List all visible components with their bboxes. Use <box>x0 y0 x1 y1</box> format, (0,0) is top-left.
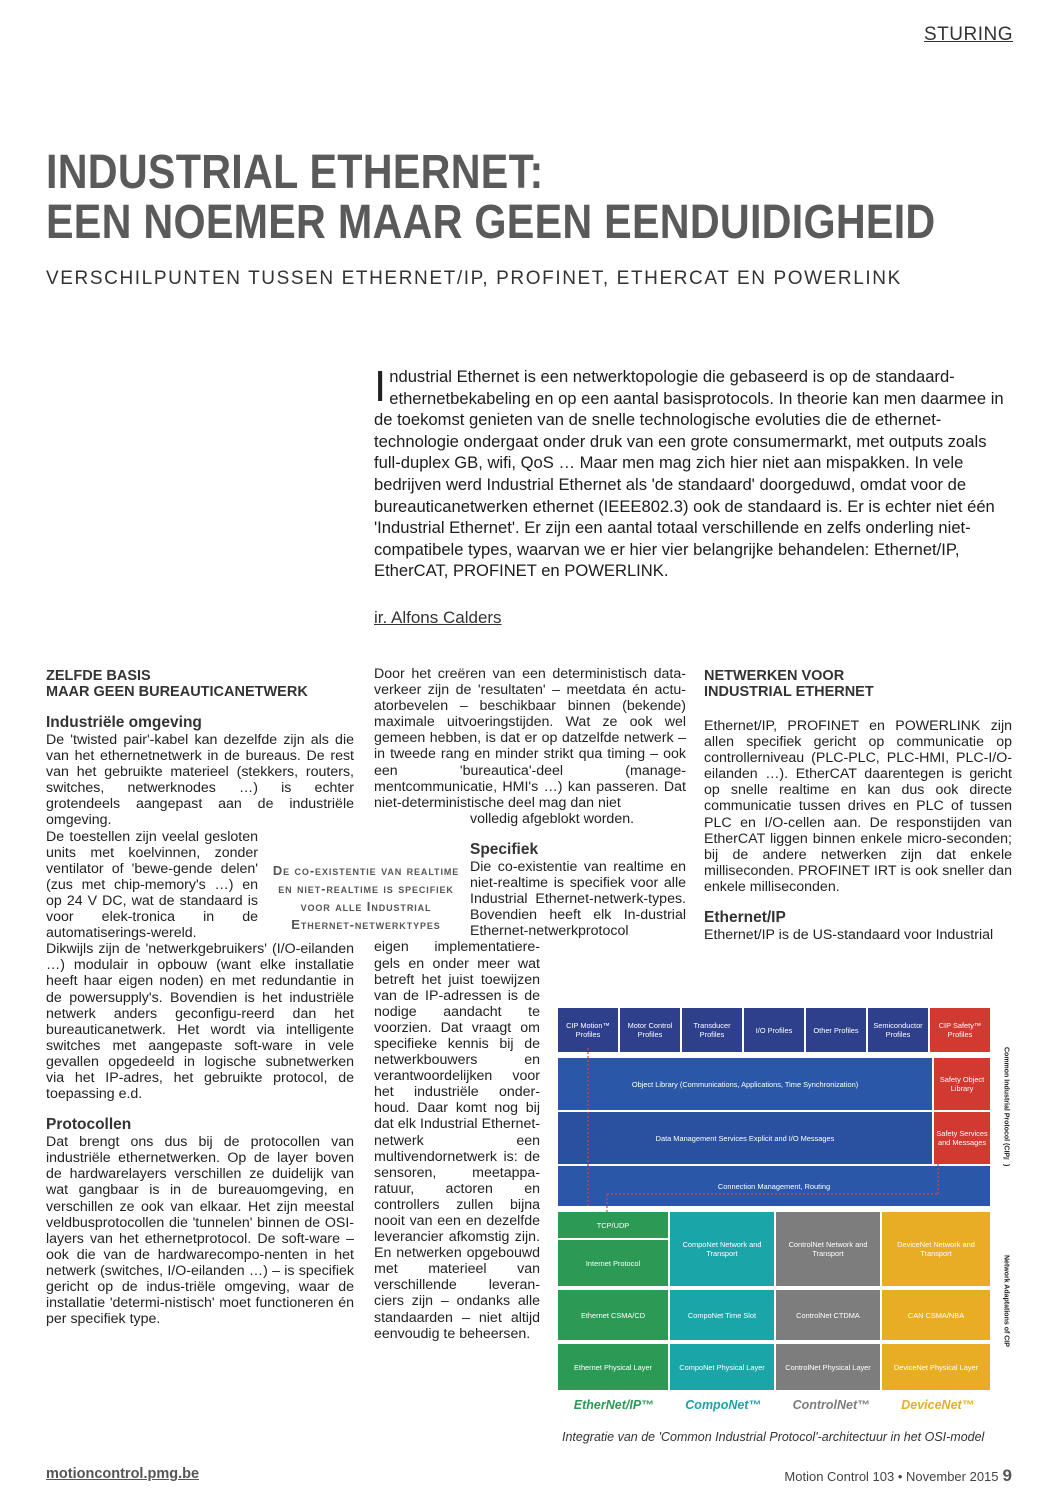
section-heading-2 <box>704 668 1012 700</box>
controlnet-logo: ControlNet™ <box>792 1398 870 1412</box>
profile-box: Other Profiles <box>806 1008 866 1052</box>
ethernet-cell: Internet Protocol <box>558 1240 668 1286</box>
subheading-ethernet-ip: Ethernet/IP <box>704 909 786 927</box>
footer-issue <box>784 1466 1012 1486</box>
ethernet-cell: TCP/UDP <box>558 1212 668 1238</box>
safety-path-lines <box>552 1008 992 1218</box>
devicenet-cell: CAN CSMA/NBA <box>882 1290 990 1340</box>
safety-object-library: Safety Object Library <box>934 1058 990 1110</box>
profile-box: Transducer Profiles <box>682 1008 742 1052</box>
pull-quote: De co-existentie van realtime en niet-realtime is specifiek voor alle Industrial Ethernet-netwerktypes <box>272 863 460 932</box>
paragraph: Dikwijls zijn de 'netwerkgebruikers' (I/O-eilanden …) modulair in opbouw (want elke installatie heeft haar eigen noden) en met redundantie in de powersupply's. Bovendien is het industriële netwerk anders geconfigu-reerd dan het bureauticanetwerk. Het wordt via intelligente switches met aangepaste soft-ware in vele gevallen opgedeeld in logische subnetwerken via het IP-adres, het gebruikte protocol, de toepassing e.d. <box>46 941 354 1103</box>
author-byline[interactable]: ir. Alfons Calders <box>374 608 502 627</box>
safety-services: Safety Services and Messages <box>934 1112 990 1164</box>
drop-cap: I <box>374 362 387 411</box>
article-intro <box>374 362 1014 582</box>
profile-box-safety: CIP Safety™ Profiles <box>930 1008 990 1052</box>
title-line-1: INDUSTRIAL ETHERNET: <box>46 146 544 199</box>
profile-box: Semiconductor Profiles <box>868 1008 928 1052</box>
profile-box: I/O Profiles <box>744 1008 804 1052</box>
controlnet-cell: ControlNet Physical Layer <box>776 1344 880 1390</box>
paragraph: volledig afgeblokt worden. <box>470 810 635 827</box>
paragraph: Ethernet/IP is de US-standaard voor Industrial <box>704 927 994 944</box>
section-tag: STURING <box>924 24 1013 45</box>
side-label-text: Network Adaptations of CIP <box>1002 1255 1010 1347</box>
paragraph: Dat brengt ons dus bij de protocollen van industriële ethernetwerken. Op de layer boven de hardwarelayers verschillen ze duidelijk van wat gangbaar is in de bureauomgeving, en verschillen ze ook van elkaar. Het zijn meestal veldbusprotocollen die 'tunnelen' binnen de OSI-layers van het ethernetprotocol. De soft-ware – ook die van de hardwarecompo-nenten in het netwerk (switches, I/O-eilanden …) – is specifiek gericht op de indus-triële omgeving, waar de installatie 'determi-nistisch' moet functioneren én per specifiek type. <box>46 1134 354 1328</box>
componet-cell: CompoNet Network and Transport <box>670 1212 774 1286</box>
devicenet-cell: DeviceNet Physical Layer <box>882 1344 990 1390</box>
paragraph: De toestellen zijn veelal gesloten units met koelvinnen, zonder ventilator of 'bewe-gende delen' (zus met chip-memory's …) en op 24 V DC, wat de standaard is voor elek-tronica in de automatiserings-wereld. <box>46 828 258 942</box>
heading-line: NETWERKEN VOOR <box>704 668 845 684</box>
network-logos <box>558 1394 990 1416</box>
subheading-industriele-omgeving: Industriële omgeving <box>46 714 202 731</box>
intro-text: ndustrial Ethernet is een netwerktopologie die gebaseerd is op de standaard-ethernetbekabeling en op een aantal basisprotocols. In theorie kan men daarmee in de toekomst genieten van de snelle technologische evoluties die de ethernet-technologie ondergaat onder druk van een grote consumermarkt, met outputs zoals full-duplex GB, wifi, QoS … Maar men mag zich hier niet aan mispakken. In vele bedrijven werd Industrial Ethernet als 'de standaard' doorgeduwd, omdat voor de bureauticanetwerken ethernet (IEEE802.3) ook de standaard is. Er is echter niet één 'Industrial Ethernet'. Er zijn een aantal totaal verschillende en zelfs onderling niet-compatibele types, waarvan we er hier vier belangrijke behandelen: Ethernet/IP, EtherCAT, PROFINET en POWERLINK. <box>374 367 1004 581</box>
componet-logo: CompoNet™ <box>685 1398 761 1412</box>
diagram-caption: Integratie van de 'Common Industrial Protocol'-architectuur in het OSI-model <box>562 1430 985 1444</box>
controlnet-cell: ControlNet CTDMA <box>776 1290 880 1340</box>
paragraph: Door het creëren van een deterministisch data-verkeer zijn de 'resultaten' – meetdata én actu-atorbevelen – beschikbaar binnen (bekende) maximale uitvoeringstijden. Wat ze ook wel gemeen hebben, is dat er op datzelfde netwerk – in tweede rang en minder strikt qua timing – ook een 'bureautica'-deel (manage-mentcommunicatie, HMI's …) kan passeren. Dat niet-deterministische deel mag dan niet <box>374 666 686 811</box>
data-management-layer: Data Management Services Explicit and I/O Messages <box>558 1112 932 1164</box>
title-line-2: EEN NOEMER MAAR GEEN EENDUIDIGHEID <box>46 196 936 249</box>
paragraph: De 'twisted pair'-kabel kan dezelfde zijn als die van het ethernetnetwerk in de bureaus. De rest van het gebruikte materieel (stekkers, routers, switches, netwerknodes …) is echter grotendeels aangepast aan de industriële omgeving. <box>46 732 354 829</box>
paragraph: Ethernet/IP, PROFINET en POWERLINK zijn allen specifiek gericht op communicatie op controllerniveau (PLC-PLC, PLC-HMI, PLC-I/O-eilanden …). EtherCAT daarentegen is gericht op snelle realtime en kan dus ook directe communicatie tussen drives en PLC of tussen PLC en I/O-cellen aan. De responstijden van EtherCAT liggen binnen enkele micro-seconden; bij de andere netwerken zijn dat enkele milliseconden. PROFINET IRT is ook sneller dan enkele milliseconden. <box>704 718 1012 895</box>
subheading-protocollen: Protocollen <box>46 1116 132 1134</box>
profile-box: Motor Control Profiles <box>620 1008 680 1052</box>
column-1 <box>46 668 354 1327</box>
subheading-specifiek: Specifiek <box>470 840 539 858</box>
paragraph: Die co-existentie van realtime en niet-realtime is specifiek voor alle Industrial Ethernet-netwerk-types. Bovendien heeft elk In-dustrial Ethernet-netwerkprotocol <box>470 858 686 940</box>
side-label-text: Common Industrial Protocol (CIP™) <box>1002 1047 1010 1167</box>
ethernet-ip-logo: EtherNet/IP™ <box>573 1398 654 1412</box>
ethernet-cell: Ethernet CSMA/CD <box>558 1290 668 1340</box>
issue-info: Motion Control 103 • November 2015 <box>784 1469 999 1484</box>
side-label-adaptations <box>996 1212 1016 1390</box>
article-subtitle: VERSCHILPUNTEN TUSSEN ETHERNET/IP, PROFINET, ETHERCAT EN POWERLINK <box>46 268 902 289</box>
column-3 <box>704 668 1012 943</box>
paragraph: eigen implementatiere-gels en onder meer wat betreft het juist toewijzen van de IP-adressen is de nodige aandacht te voorzien. Dat vraagt om specifieke kennis bij de netwerkbouwers en verantwoordelijken voor het industriële onder-houd. Daar komt nog bij dat elk Industrial Ethernet-netwerk een multivendornetwerk is: de sensoren, meetappa-ratuur, actoren en controllers zullen bijna nooit van een en dezelfde leverancier afkomstig zijn. En netwerken opgebouwd met materieel van verschillende leveran-ciers zijn – ondanks alle standaarden – niet altijd eenvoudig te beheersen. <box>374 939 540 1342</box>
article-title <box>46 146 936 249</box>
heading-line: INDUSTRIAL ETHERNET <box>704 684 874 700</box>
controlnet-cell: ControlNet Network and Transport <box>776 1212 880 1286</box>
connection-management-layer: Connection Management, Routing <box>558 1166 990 1206</box>
heading-line: MAAR GEEN BUREAUTICANETWERK <box>46 684 308 700</box>
cip-architecture-diagram <box>552 1008 1020 1420</box>
profile-box: CIP Motion™ Profiles <box>558 1008 618 1052</box>
componet-cell: CompoNet Physical Layer <box>670 1344 774 1390</box>
section-heading-1 <box>46 668 354 700</box>
ethernet-cell: Ethernet Physical Layer <box>558 1344 668 1390</box>
componet-cell: CompoNet Time Slot <box>670 1290 774 1340</box>
page-number: 9 <box>1002 1466 1012 1485</box>
side-label-cip <box>996 1008 1016 1206</box>
object-library-layer: Object Library (Communications, Applications, Time Synchronization) <box>558 1058 932 1110</box>
heading-line: ZELFDE BASIS <box>46 668 151 684</box>
devicenet-logo: DeviceNet™ <box>901 1398 975 1412</box>
footer-website-link[interactable]: motioncontrol.pmg.be <box>46 1466 200 1482</box>
devicenet-cell: DeviceNet Network and Transport <box>882 1212 990 1286</box>
